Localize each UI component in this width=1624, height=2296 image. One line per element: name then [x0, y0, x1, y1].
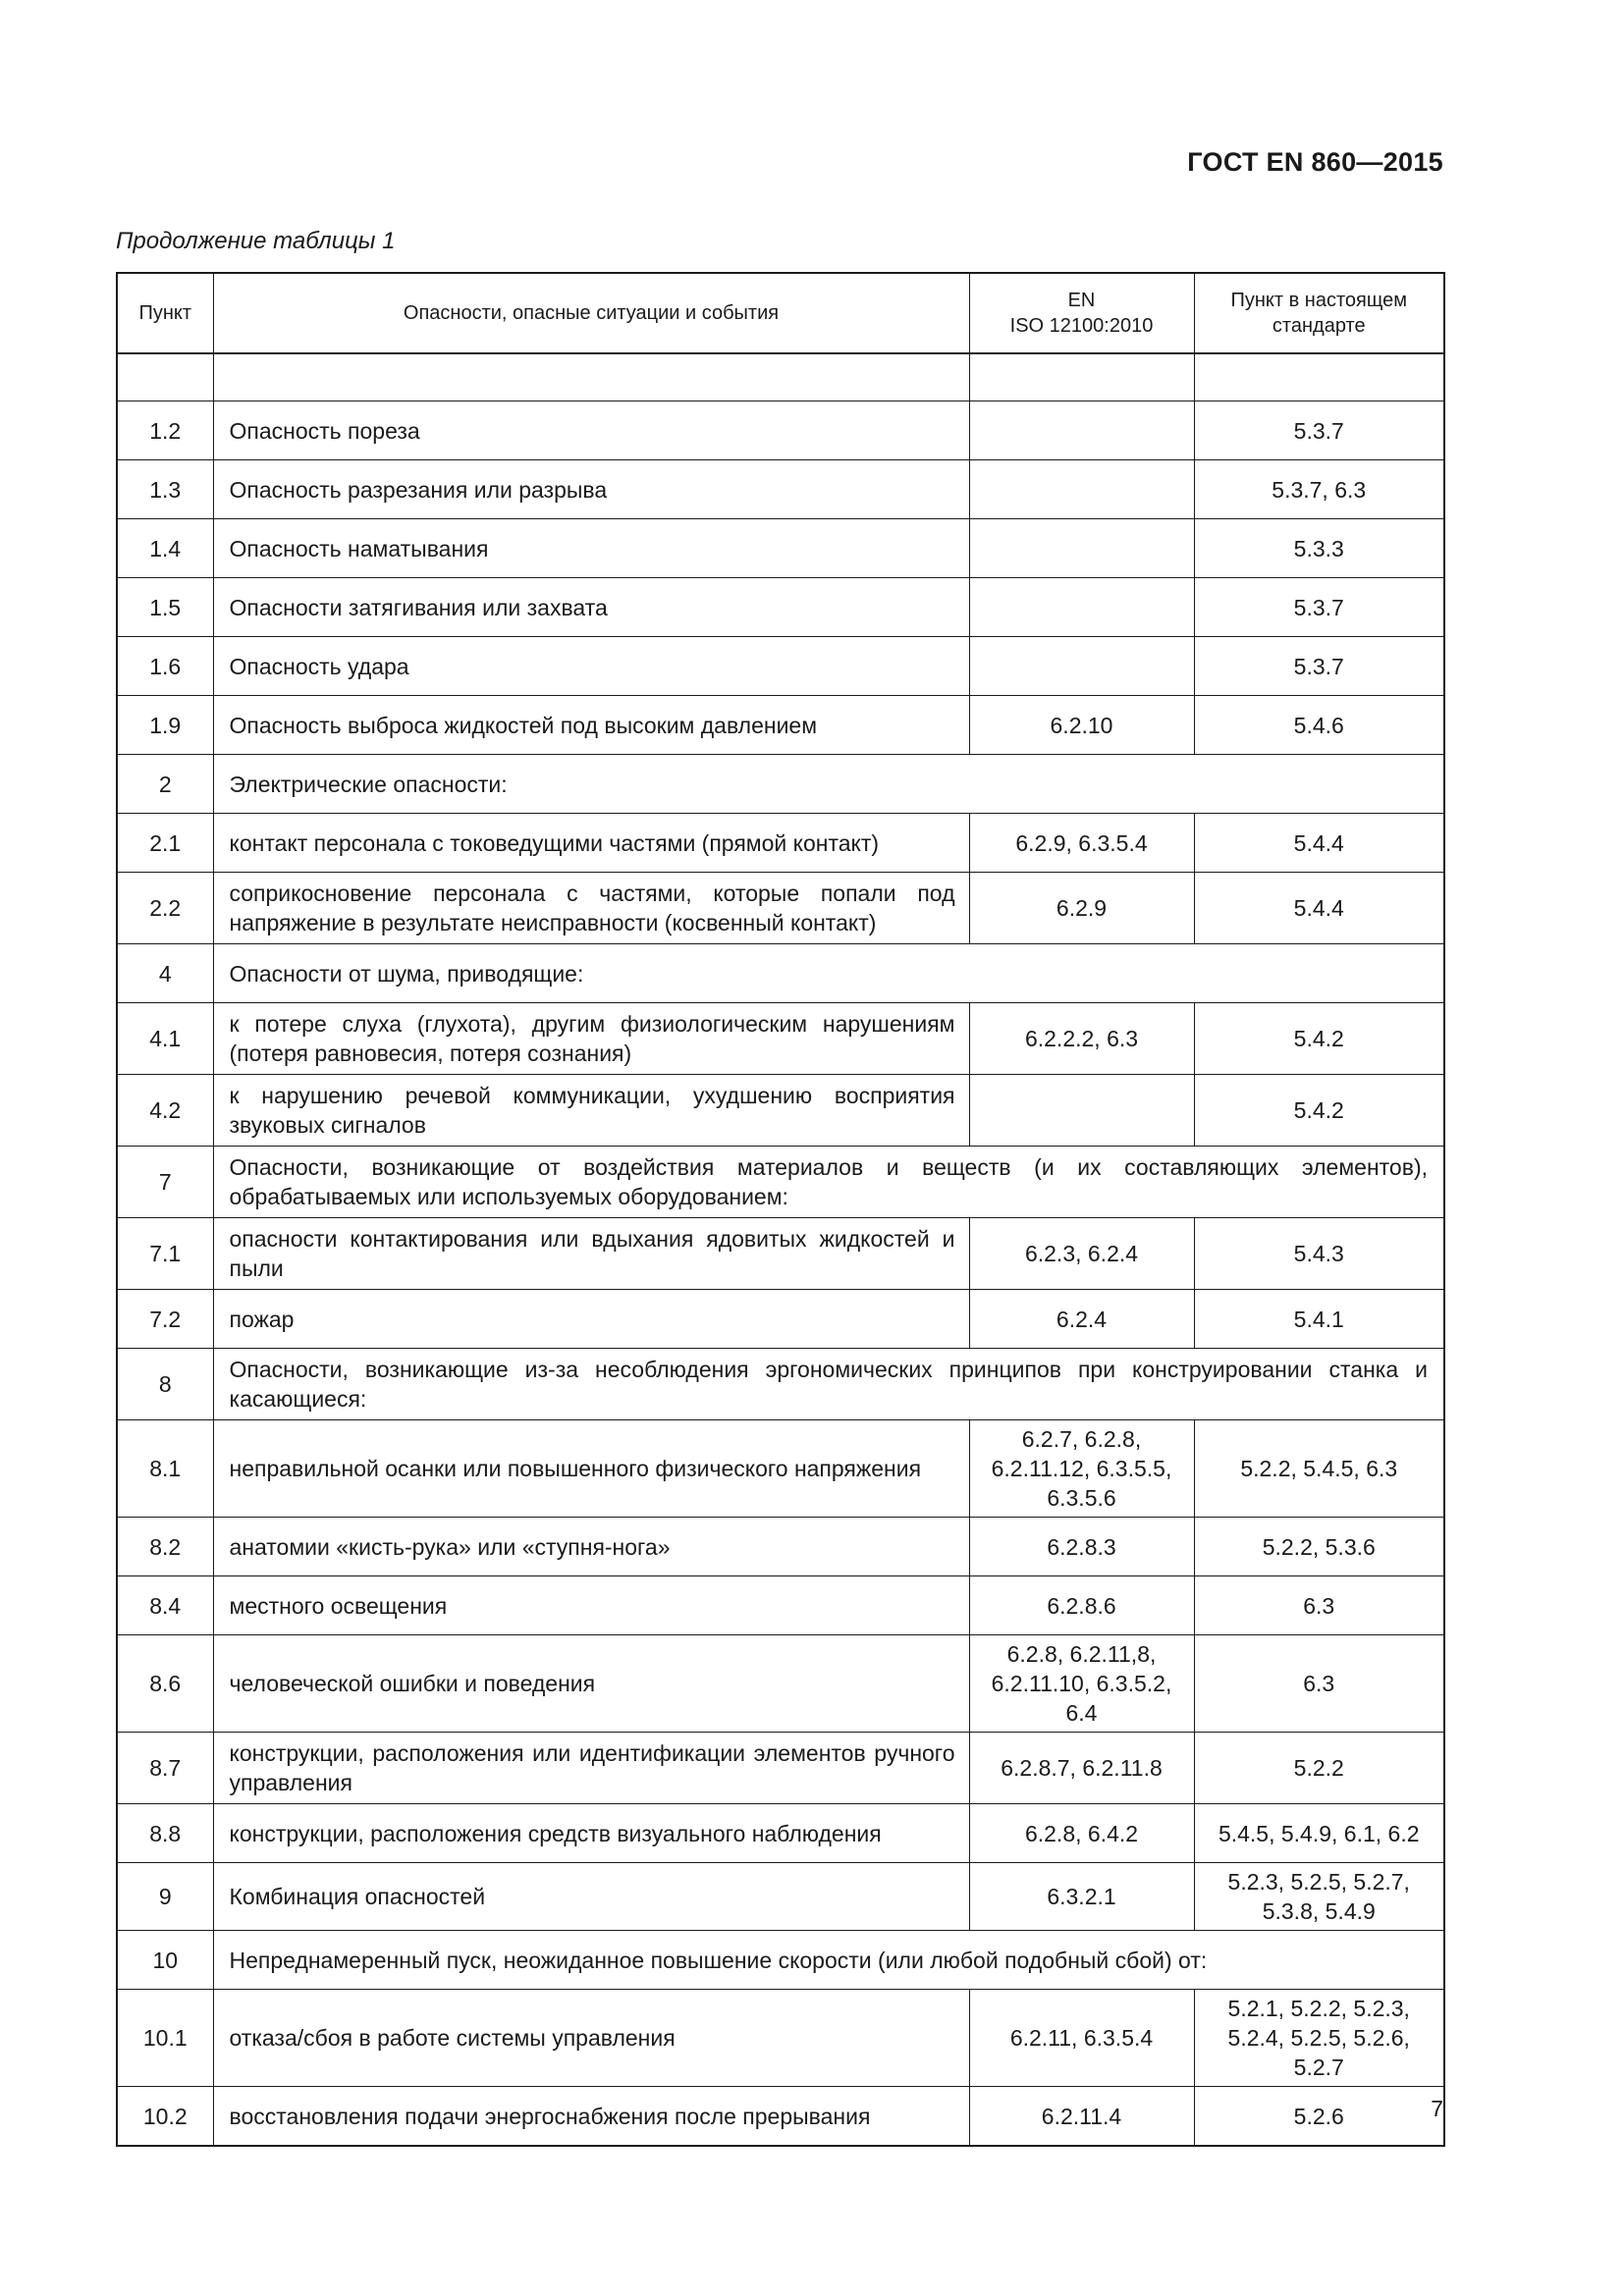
standard-clause-cell: 5.4.5, 5.4.9, 6.1, 6.2 — [1194, 1804, 1444, 1863]
table-row — [117, 1576, 1444, 1635]
column-header-clause: Пункт — [117, 273, 213, 353]
hazard-description-cell: Опасность разрезания или разрыва — [213, 460, 969, 519]
iso-reference-cell: 6.2.9 — [969, 873, 1194, 944]
clause-number-cell: 8.1 — [117, 1420, 213, 1518]
hazard-description-cell: человеческой ошибки и поведения — [213, 1635, 969, 1733]
table-row — [117, 1147, 1444, 1218]
column-header-iso: EN ISO 12100:2010 — [969, 273, 1194, 353]
hazard-description-cell: местного освещения — [213, 1576, 969, 1635]
hazard-description-cell: восстановления подачи энергоснабжения после прерывания — [213, 2087, 969, 2147]
clause-number-cell: 8 — [117, 1349, 213, 1420]
clause-number-cell: 1.9 — [117, 696, 213, 755]
standard-clause-cell: 5.2.6 — [1194, 2087, 1444, 2147]
iso-reference-cell: 6.2.8.3 — [969, 1518, 1194, 1576]
clause-number-cell: 1.3 — [117, 460, 213, 519]
table-row — [117, 1804, 1444, 1863]
hazard-description-cell: отказа/сбоя в работе системы управления — [213, 1990, 969, 2087]
standard-clause-cell: 5.3.7 — [1194, 637, 1444, 696]
table-row — [117, 944, 1444, 1003]
clause-number-cell: 10 — [117, 1931, 213, 1990]
table-row — [117, 814, 1444, 873]
table-row — [117, 1420, 1444, 1518]
clause-number-cell: 9 — [117, 1863, 213, 1931]
clause-number-cell: 7.2 — [117, 1290, 213, 1349]
hazard-description-cell: конструкции, расположения или идентификации элементов ручного управления — [213, 1733, 969, 1804]
hazard-description-cell: Опасность выброса жидкостей под высоким давлением — [213, 696, 969, 755]
iso-reference-cell — [969, 637, 1194, 696]
table-caption: Продолжение таблицы 1 — [116, 228, 396, 254]
table-row — [117, 755, 1444, 814]
clause-number-cell: 10.2 — [117, 2087, 213, 2147]
standard-clause-cell: 5.2.3, 5.2.5, 5.2.7, 5.3.8, 5.4.9 — [1194, 1863, 1444, 1931]
iso-reference-cell: 6.2.7, 6.2.8, 6.2.11.12, 6.3.5.5, 6.3.5.6 — [969, 1420, 1194, 1518]
standard-code: ГОСТ EN 860—2015 — [1187, 147, 1443, 177]
iso-reference-cell: 6.2.8.7, 6.2.11.8 — [969, 1733, 1194, 1804]
iso-reference-cell: 6.2.8, 6.4.2 — [969, 1804, 1194, 1863]
hazard-description-cell: к потере слуха (глухота), другим физиологическим нарушениям (потеря равновесия, потеря сознания) — [213, 1003, 969, 1075]
table-row — [117, 696, 1444, 755]
standard-clause-cell: 6.3 — [1194, 1576, 1444, 1635]
clause-number-cell: 8.4 — [117, 1576, 213, 1635]
hazard-description-cell: неправильной осанки или повышенного физического напряжения — [213, 1420, 969, 1518]
table-row — [117, 1003, 1444, 1075]
clause-number-cell: 1.4 — [117, 519, 213, 578]
standard-clause-cell: 5.2.2 — [1194, 1733, 1444, 1804]
standard-clause-cell: 5.4.2 — [1194, 1003, 1444, 1075]
iso-reference-cell: 6.3.2.1 — [969, 1863, 1194, 1931]
hazard-description-cell: к нарушению речевой коммуникации, ухудшению восприятия звуковых сигналов — [213, 1075, 969, 1147]
iso-reference-cell: 6.2.3, 6.2.4 — [969, 1218, 1194, 1290]
iso-reference-cell: 6.2.4 — [969, 1290, 1194, 1349]
hazards-table — [116, 272, 1445, 2147]
iso-reference-cell: 6.2.2.2, 6.3 — [969, 1003, 1194, 1075]
hazard-description-cell: контакт персонала с токоведущими частями (прямой контакт) — [213, 814, 969, 873]
iso-reference-cell — [969, 460, 1194, 519]
clause-number-cell: 4 — [117, 944, 213, 1003]
standard-clause-cell: 5.4.4 — [1194, 873, 1444, 944]
table-row — [117, 1290, 1444, 1349]
standard-clause-cell: 6.3 — [1194, 1635, 1444, 1733]
hazard-group-cell: Опасности от шума, приводящие: — [213, 944, 1444, 1003]
table-row — [117, 1863, 1444, 1931]
clause-number-cell: 1.5 — [117, 578, 213, 637]
table-header — [117, 273, 1444, 353]
standard-clause-cell: 5.3.7 — [1194, 401, 1444, 460]
table-row — [117, 578, 1444, 637]
hazard-description-cell: пожар — [213, 1290, 969, 1349]
clause-number-cell: 7.1 — [117, 1218, 213, 1290]
table-row — [117, 1518, 1444, 1576]
table-row — [117, 873, 1444, 944]
iso-reference-cell — [969, 519, 1194, 578]
standard-clause-cell: 5.3.7 — [1194, 578, 1444, 637]
column-header-standard-clause: Пункт в настоящем стандарте — [1194, 273, 1444, 353]
hazard-description-cell: Опасность пореза — [213, 401, 969, 460]
iso-reference-cell — [969, 578, 1194, 637]
table-row — [117, 1349, 1444, 1420]
page-number: 7 — [1431, 2096, 1443, 2121]
table-row — [117, 1218, 1444, 1290]
clause-number-cell: 8.7 — [117, 1733, 213, 1804]
iso-reference-cell: 6.2.8, 6.2.11,8, 6.2.11.10, 6.3.5.2, 6.4 — [969, 1635, 1194, 1733]
clause-number-cell: 8.2 — [117, 1518, 213, 1576]
table-row — [117, 519, 1444, 578]
hazard-description-cell: Комбинация опасностей — [213, 1863, 969, 1931]
hazard-description-cell: конструкции, расположения средств визуального наблюдения — [213, 1804, 969, 1863]
clause-number-cell: 1.2 — [117, 401, 213, 460]
iso-reference-cell: 6.2.11.4 — [969, 2087, 1194, 2147]
clause-number-cell: 2.2 — [117, 873, 213, 944]
table-row — [117, 1635, 1444, 1733]
table-row — [117, 637, 1444, 696]
table-row — [117, 460, 1444, 519]
hazard-group-cell: Опасности, возникающие из-за несоблюдения эргономических принципов при конструировании станка и касающиеся: — [213, 1349, 1444, 1420]
table-row — [117, 1075, 1444, 1147]
clause-number-cell: 8.8 — [117, 1804, 213, 1863]
clause-number-cell: 7 — [117, 1147, 213, 1218]
clause-number-cell: 4.2 — [117, 1075, 213, 1147]
clause-number-cell: 1.6 — [117, 637, 213, 696]
standard-clause-cell: 5.4.4 — [1194, 814, 1444, 873]
table-row — [117, 1931, 1444, 1990]
hazard-description-cell: Опасность наматывания — [213, 519, 969, 578]
standard-clause-cell: 5.3.7, 6.3 — [1194, 460, 1444, 519]
table-body — [117, 353, 1444, 2146]
iso-reference-cell: 6.2.10 — [969, 696, 1194, 755]
clause-number-cell: 2 — [117, 755, 213, 814]
standard-clause-cell: 5.4.6 — [1194, 696, 1444, 755]
standard-clause-cell: 5.2.1, 5.2.2, 5.2.3, 5.2.4, 5.2.5, 5.2.6, 5.2.7 — [1194, 1990, 1444, 2087]
standard-clause-cell: 5.3.3 — [1194, 519, 1444, 578]
iso-reference-cell: 6.2.8.6 — [969, 1576, 1194, 1635]
iso-reference-cell: 6.2.11, 6.3.5.4 — [969, 1990, 1194, 2087]
hazard-group-cell: Опасности, возникающие от воздействия материалов и веществ (и их составляющих элементов), обрабатываемых или используемых оборудованием: — [213, 1147, 1444, 1218]
iso-reference-cell — [969, 401, 1194, 460]
hazard-description-cell: опасности контактирования или вдыхания ядовитых жидкостей и пыли — [213, 1218, 969, 1290]
iso-reference-cell — [969, 1075, 1194, 1147]
clause-number-cell: 8.6 — [117, 1635, 213, 1733]
clause-number-cell: 2.1 — [117, 814, 213, 873]
iso-reference-cell: 6.2.9, 6.3.5.4 — [969, 814, 1194, 873]
standard-clause-cell: 5.4.1 — [1194, 1290, 1444, 1349]
hazard-description-cell: соприкосновение персонала с частями, которые попали под напряжение в результате неисправности (косвенный контакт) — [213, 873, 969, 944]
table-row — [117, 1990, 1444, 2087]
table-row — [117, 401, 1444, 460]
clause-number-cell: 10.1 — [117, 1990, 213, 2087]
table-row — [117, 2087, 1444, 2147]
hazard-description-cell: Опасности затягивания или захвата — [213, 578, 969, 637]
column-header-hazards: Опасности, опасные ситуации и события — [213, 273, 969, 353]
hazard-group-cell: Электрические опасности: — [213, 755, 1444, 814]
standard-clause-cell: 5.4.3 — [1194, 1218, 1444, 1290]
table-row — [117, 1733, 1444, 1804]
standard-clause-cell: 5.4.2 — [1194, 1075, 1444, 1147]
clause-number-cell: 4.1 — [117, 1003, 213, 1075]
standard-clause-cell: 5.2.2, 5.4.5, 6.3 — [1194, 1420, 1444, 1518]
hazard-group-cell: Непреднамеренный пуск, неожиданное повышение скорости (или любой подобный сбой) от: — [213, 1931, 1444, 1990]
standard-clause-cell: 5.2.2, 5.3.6 — [1194, 1518, 1444, 1576]
hazard-description-cell: Опасность удара — [213, 637, 969, 696]
hazard-description-cell: анатомии «кисть-рука» или «ступня-нога» — [213, 1518, 969, 1576]
